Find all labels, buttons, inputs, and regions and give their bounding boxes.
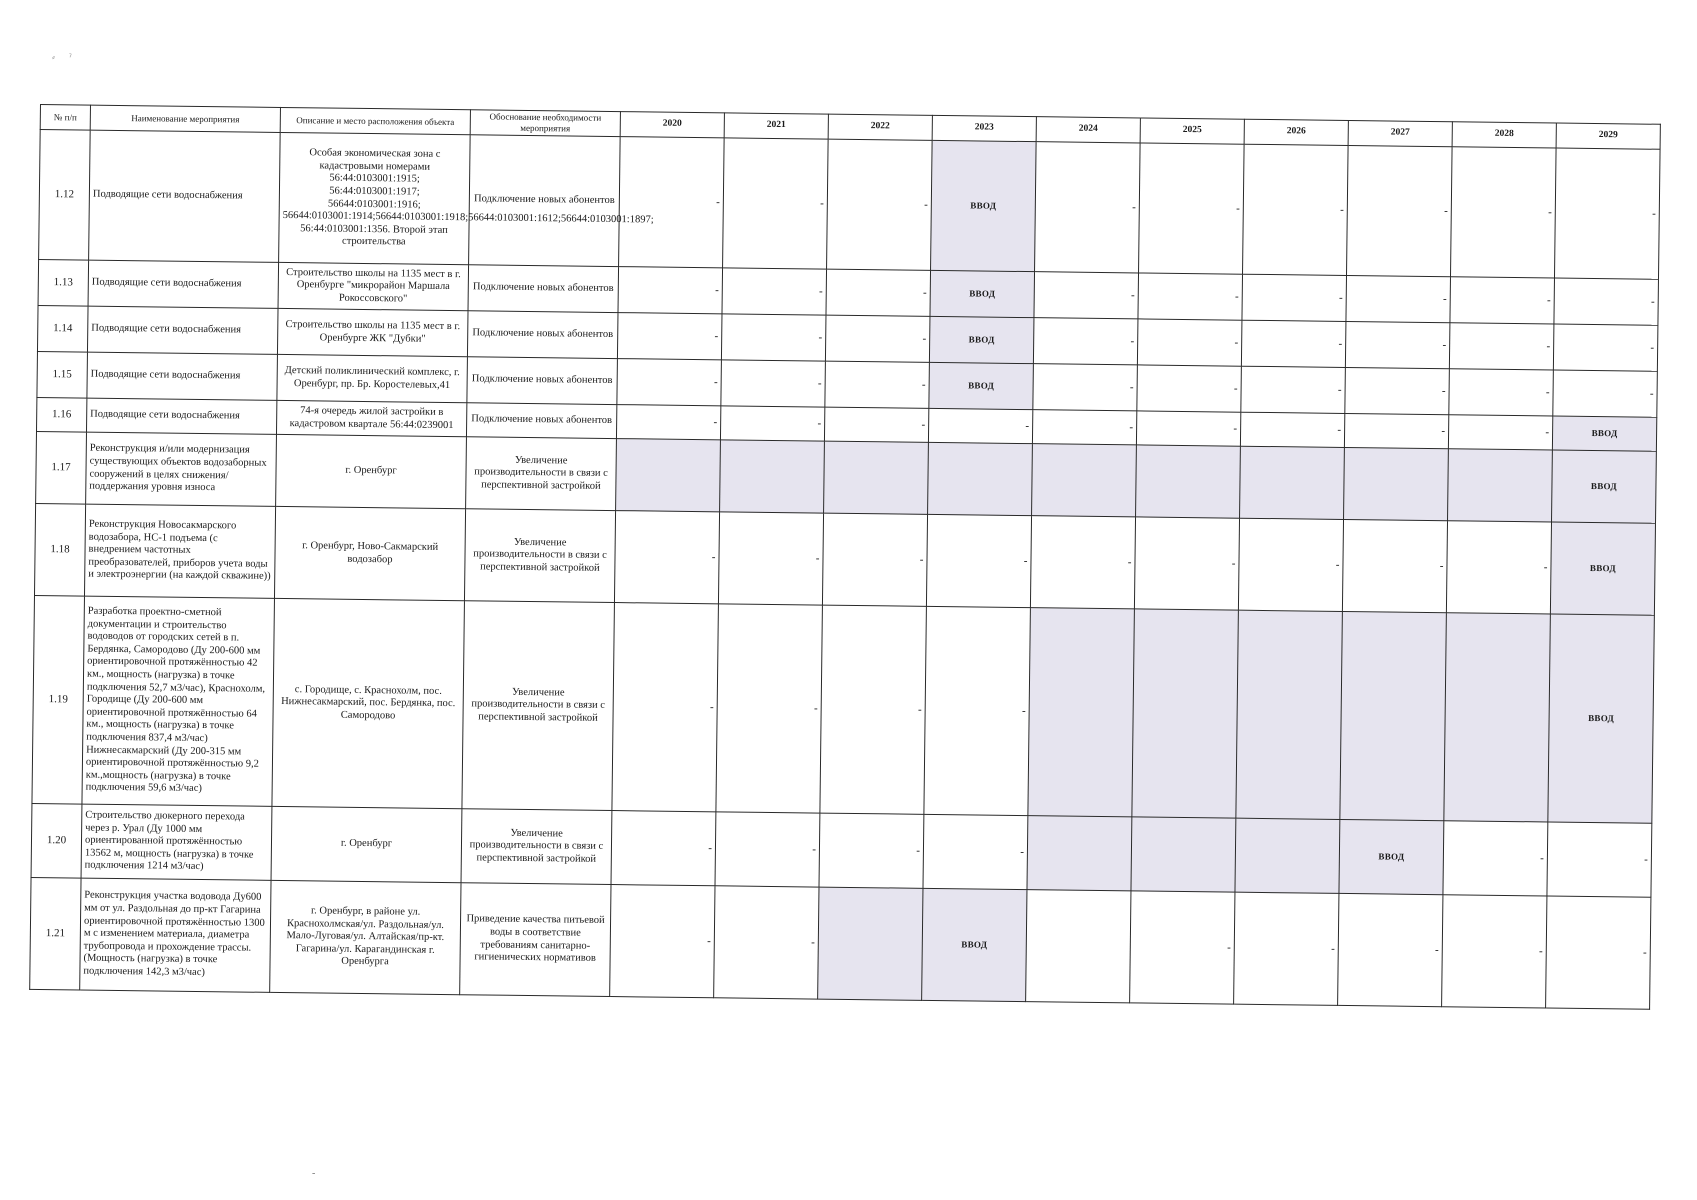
measure-name: Реконструкция участка водовода Ду600 мм от ул. Раздольная до пр-кт Гагарина ориентировочной протяжённостью 1300 м с изменением материала, диаметра трубопровода и прохождение трассы. (Мощность (нагрузка) в точке подключения 142,3 м3/час) [80,878,271,992]
header-basis: Обоснование необходимости мероприятия [470,110,620,137]
row-number: 1.14 [37,305,88,352]
year-cell-2026: - [1242,274,1347,321]
page-mark: ⸗ ˀ [52,52,78,62]
year-cell-2027 [1340,611,1447,820]
year-cell-2022: - [826,269,931,316]
year-cell-2021: - [721,360,826,407]
year-cell-2026: - [1243,144,1349,275]
header-description: Описание и место расположения объекта [280,107,470,134]
year-cell-2026: - [1238,518,1343,611]
year-cell-2024: - [1033,364,1138,411]
year-cell-2026: - [1240,412,1344,447]
year-cell-2022: - [822,513,927,606]
year-cell-2025: - [1130,891,1235,1004]
header-year-2024: 2024 [1036,117,1140,143]
header-year-2026: 2026 [1244,119,1348,145]
year-cell-2029: - [1553,370,1658,417]
year-cell-2023 [928,442,1033,515]
year-cell-2028: - [1450,147,1556,278]
row-number: 1.15 [37,351,88,398]
measure-basis: Подключение новых абонентов [467,311,618,359]
year-cell-2023: - [924,606,1031,815]
measure-name: Подводящие сети водоснабжения [88,260,279,308]
year-cell-2029: - [1554,278,1659,325]
year-cell-2028: - [1442,895,1547,1008]
object-description: 74-я очередь жилой застройки в кадастровом квартале 56:44:0239001 [276,400,466,436]
object-description: Строительство школы на 1135 мест в г. Оренбурге "микрорайон Маршала Рокоссовского" [278,262,469,310]
measures-table [29,104,1661,1010]
row-number: 1.17 [36,431,87,504]
object-description: с. Городище, с. Краснохолм, пос. Нижнесакмарский, пос. Бердянка, пос. Самородово [272,598,465,808]
year-cell-2028: - [1449,323,1554,370]
object-description: г. Оренбург [276,434,467,508]
year-cell-2023: - [928,408,1032,443]
object-description: г. Оренбург [271,806,462,882]
object-description: Особая экономическая зона с кадастровыми номерами 56:44:0103001:1915; 56:44:0103001:1917; 56644:0103001:1916; 56644:0103001:1914;56644:0103001:1918;56644:0103001:1612;56644:0103001:1897; 56:44:0103001:1356. Второй этап строительства [279,132,471,264]
row-number: 1.13 [38,259,89,306]
year-cell-2023: ВВОД [929,316,1034,363]
year-cell-2025: - [1134,517,1239,610]
year-cell-2021 [720,440,825,513]
year-cell-2027: - [1345,321,1450,368]
object-description: г. Оренбург, в районе ул. Краснохолмская/ул. Раздольная/ул. Мало-Луговая/ул. Алтайская/пр-кт. Гагарина/ул. Карагандинская г. Оренбурга [270,880,461,994]
year-cell-2022 [818,887,923,1000]
year-cell-2027: - [1338,893,1443,1006]
year-cell-2025: - [1138,273,1243,320]
year-cell-2028 [1444,613,1551,822]
measure-name: Подводящие сети водоснабжения [86,398,276,434]
year-cell-2029: - [1553,324,1658,371]
measure-basis: Подключение новых абонентов [467,357,618,405]
year-cell-2021: - [720,406,824,441]
year-cell-2020: - [619,137,725,268]
year-cell-2029: - [1546,896,1651,1009]
measure-name: Реконструкция Новосакмарского водозабора, НС-1 подъема (с внедрением частотных преобразователей, приборов учета воды и электроэнергии (на каждой скважине)) [84,504,275,598]
year-cell-2029: - [1554,148,1660,279]
year-cell-2025 [1132,609,1239,818]
header-year-2020: 2020 [620,112,724,138]
year-cell-2023: ВВОД [930,270,1035,317]
row-number: 1.12 [39,130,91,261]
year-cell-2024: - [1030,516,1135,609]
year-cell-2028 [1448,449,1553,522]
header-year-2023: 2023 [932,115,1036,141]
header-year-2022: 2022 [828,114,932,140]
year-cell-2025: - [1137,319,1242,366]
year-cell-2021: - [721,314,826,361]
measure-basis: Подключение новых абонентов [468,265,619,313]
year-cell-2029: ВВОД [1548,614,1655,823]
table-row [39,130,1660,280]
year-cell-2029: ВВОД [1552,416,1656,451]
table-body [30,130,1660,1010]
year-cell-2020: - [612,603,719,812]
year-cell-2029: ВВОД [1552,450,1657,523]
row-number: 1.19 [32,595,85,804]
year-cell-2024 [1026,890,1131,1003]
year-cell-2020 [616,439,721,512]
year-cell-2020: - [618,267,723,314]
year-cell-2027: ВВОД [1339,819,1444,894]
year-cell-2027: - [1342,519,1447,612]
year-cell-2029: ВВОД [1550,522,1655,615]
year-cell-2026: - [1234,892,1339,1005]
year-cell-2021: - [722,268,827,315]
year-cell-2024: - [1033,318,1138,365]
year-cell-2025 [1131,817,1236,892]
year-cell-2025: - [1136,411,1240,446]
year-cell-2021: - [723,138,829,269]
measure-basis: Увеличение производительности в связи с перспективной застройкой [461,809,612,885]
year-cell-2022: - [820,605,927,814]
measure-name: Подводящие сети водоснабжения [89,130,281,262]
row-number: 1.21 [30,877,81,990]
year-cell-2025: - [1139,143,1245,274]
table-row [32,595,1654,823]
year-cell-2025 [1136,445,1241,518]
object-description: г. Оренбург, Ново-Сакмарский водозабор [274,506,465,600]
year-cell-2025: - [1137,365,1242,412]
object-description: Детский поликлинический комплекс, г. Оренбург, пр. Бр. Коростелевых,41 [277,354,468,402]
measure-basis: Увеличение производительности в связи с перспективной застройкой [464,509,615,603]
year-cell-2026: - [1241,366,1346,413]
object-description: Строительство школы на 1135 мест в г. Оренбурге ЖК "Дубки" [277,308,468,356]
year-cell-2020: - [616,405,720,440]
year-cell-2021: - [716,604,823,813]
year-cell-2026 [1236,610,1343,819]
year-cell-2027: - [1344,413,1448,448]
header-name: Наименование мероприятия [90,105,280,132]
measure-basis: Увеличение производительности в связи с перспективной застройкой [466,437,617,511]
row-number: 1.20 [31,803,82,878]
year-cell-2023: ВВОД [929,362,1034,409]
year-cell-2023: ВВОД [922,888,1027,1001]
measure-basis: Подключение новых абонентов [469,135,621,267]
year-cell-2028: - [1449,369,1554,416]
year-cell-2024 [1027,816,1132,891]
year-cell-2024 [1028,608,1135,817]
measure-name: Разработка проектно-сметной документации и строительство водоводов от городских сетей в п. Бердянка, Самородово (Ду 200-600 мм ориентировочной протяжённостью 42 км., мощность (нагрузка) в точке подключения 52,7 м3/час), Краснохолм, Городище (Ду 200-600 мм ориентировочной протяжённостью 64 км., мощность (нагрузка) в точке подключения 837,4 м3/час) Нижнесакмарский (Ду 200-315 мм ориентировочной протяжённостью 9,2 км.,мощность (нагрузка) в точке подключения 59,6 м3/час) [82,596,275,806]
header-year-2027: 2027 [1348,120,1452,146]
header-num: № п/п [40,105,90,131]
measure-name: Реконструкция и/или модернизация существующих объектов водозаборных сооружений в целях снижения/поддержания уровня износа [86,432,277,506]
table-row [30,877,1651,1009]
row-number: 1.16 [36,397,86,432]
year-cell-2023: - [926,514,1031,607]
measure-name: Строительство дюкерного перехода через р. Урал (Ду 1000 мм ориентированной протяжённостью 13562 м, мощность (нагрузка) в точке подключения 1214 м3/час) [81,804,272,880]
year-cell-2024: - [1032,410,1136,445]
year-cell-2020: - [617,359,722,406]
year-cell-2024 [1032,444,1137,517]
year-cell-2028: - [1446,521,1551,614]
year-cell-2024: - [1035,142,1141,273]
year-cell-2028: - [1443,821,1548,896]
year-cell-2024: - [1034,272,1139,319]
measure-name: Подводящие сети водоснабжения [87,352,278,400]
year-cell-2026 [1235,818,1340,893]
measure-basis: Увеличение производительности в связи с перспективной застройкой [462,601,615,811]
year-cell-2021: - [714,886,819,999]
year-cell-2027 [1344,447,1449,520]
header-year-2021: 2021 [724,113,828,139]
header-year-2025: 2025 [1140,118,1244,144]
year-cell-2022 [824,441,929,514]
year-cell-2021: - [718,512,823,605]
year-cell-2026 [1240,446,1345,519]
year-cell-2020: - [614,511,719,604]
year-cell-2021: - [715,812,820,887]
year-cell-2020: - [617,313,722,360]
year-cell-2022: - [827,139,933,270]
year-cell-2026: - [1241,320,1346,367]
row-number: 1.18 [34,503,85,596]
year-cell-2022: - [819,813,924,888]
year-cell-2027: - [1347,145,1453,276]
year-cell-2028: - [1450,277,1555,324]
year-cell-2023: ВВОД [931,140,1037,271]
year-cell-2029: - [1547,822,1652,897]
year-cell-2022: - [825,361,930,408]
year-cell-2028: - [1448,415,1552,450]
year-cell-2022: - [824,407,928,442]
measure-basis: Приведение качества питьевой воды в соответствие требованиям санитарно-гигиенических нормативов [460,883,611,997]
header-year-2028: 2028 [1452,122,1556,148]
measure-basis: Подключение новых абонентов [466,403,616,439]
year-cell-2027: - [1345,367,1450,414]
year-cell-2022: - [825,315,930,362]
year-cell-2020: - [610,885,715,998]
stray-mark: - [312,1168,316,1179]
measures-table-sheet [29,104,1660,1010]
year-cell-2020: - [611,811,716,886]
year-cell-2023: - [923,814,1028,889]
header-year-2029: 2029 [1556,123,1660,149]
year-cell-2027: - [1346,275,1451,322]
measure-name: Подводящие сети водоснабжения [87,306,278,354]
